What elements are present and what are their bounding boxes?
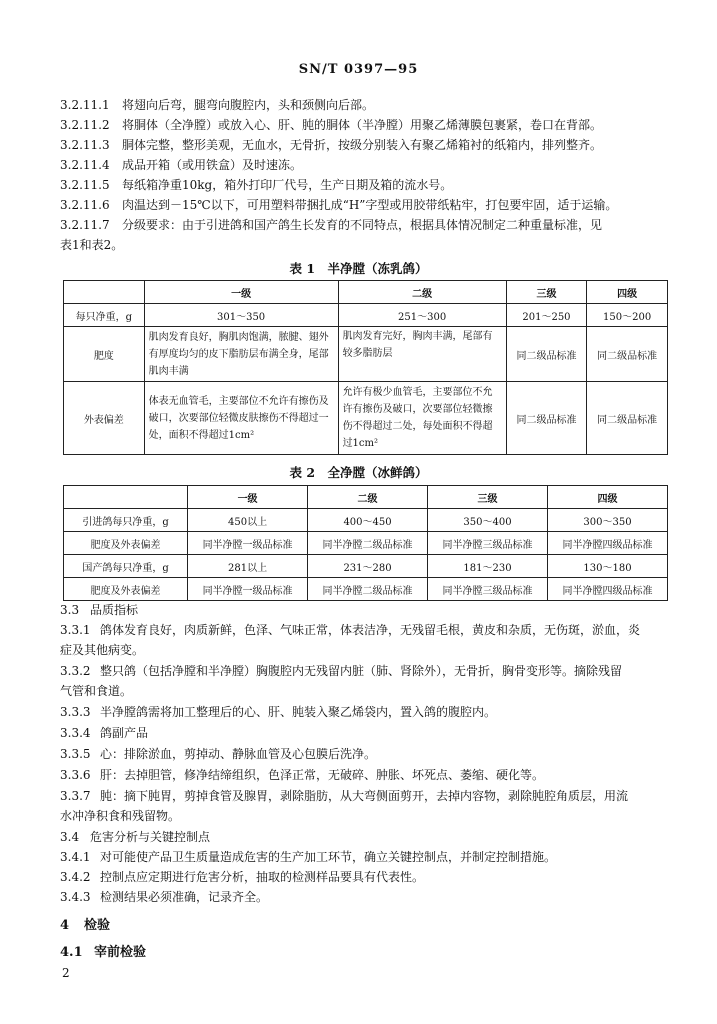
table-cell: 同半净膛三级品标准 bbox=[428, 532, 548, 555]
row-label: 肥度及外表偏差 bbox=[64, 578, 188, 601]
table-cell: 201～250 bbox=[506, 304, 587, 327]
table-cell: 350～400 bbox=[428, 509, 548, 532]
table-cell: 同半净膛三级品标准 bbox=[428, 578, 548, 601]
table-cell: 允许有极少血管毛，主要部位不允许有擦伤及破口，次要部位轻微擦伤不得超过二处，每处面积不得超过1cm² bbox=[338, 382, 506, 455]
clause-3-2-11-5: 3.2.11.5 每纸箱净重10kg，箱外打印厂代号，生产日期及箱的流水号。 bbox=[60, 178, 453, 192]
table2-caption: 表 2 全净膛（冰鲜鸽） bbox=[289, 465, 428, 480]
clause-3-4-1: 3.4.1 对可能使产品卫生质量造成危害的生产加工环节，确立关键控制点，并制定控制措施。 bbox=[60, 850, 557, 864]
clause-3-2-11-7-cont: 表1和表2。 bbox=[60, 238, 124, 252]
table-row bbox=[64, 304, 668, 327]
table-cell: 同半净膛四级品标准 bbox=[547, 532, 667, 555]
table2-header: 二级 bbox=[308, 486, 428, 509]
clause-3-3-6: 3.3.6 肝：去掉胆管，修净结缔组织，色泽正常，无破碎、肿胀、坏死点、萎缩、硬化等。 bbox=[60, 768, 545, 782]
clause-3-4-3: 3.4.3 检测结果必须准确，记录齐全。 bbox=[60, 890, 269, 904]
clause-3-2-11-4: 3.2.11.4 成品开箱（或用铁盒）及时速冻。 bbox=[60, 158, 303, 172]
table2-header: 四级 bbox=[547, 486, 667, 509]
table-cell: 同半净膛四级品标准 bbox=[547, 578, 667, 601]
table-cell: 同二级品标准 bbox=[506, 327, 587, 382]
clause-3-3-3: 3.3.3 半净膛鸽需将加工整理后的心、肝、肫装入聚乙烯袋内，置入鸽的腹腔内。 bbox=[60, 705, 497, 719]
table1-corner bbox=[64, 281, 145, 304]
table-row bbox=[64, 327, 668, 382]
table1-header: 二级 bbox=[338, 281, 506, 304]
section-3-3: 3.3 品质指标 bbox=[60, 603, 139, 617]
table-cell: 450以上 bbox=[188, 509, 308, 532]
table-row bbox=[64, 509, 668, 532]
clause-3-3-2: 3.3.2 整只鸽（包括净膛和半净膛）胸腹腔内无残留内脏（肺、肾除外），无骨折，胸骨变形等。摘除残留 bbox=[60, 664, 623, 678]
table1-header: 四级 bbox=[587, 281, 668, 304]
row-label: 引进鸽每只净重，g bbox=[64, 509, 188, 532]
table1-caption: 表 1 半净膛（冻乳鸽） bbox=[289, 261, 428, 276]
table2-header-row bbox=[64, 486, 668, 509]
clause-3-2-11-7: 3.2.11.7 分级要求：由于引进鸽和国产鸽生长发育的不同特点，根据具体情况制定二种重量标准，见 bbox=[60, 218, 603, 232]
table-cell: 400～450 bbox=[308, 509, 428, 532]
table-cell: 同二级品标准 bbox=[506, 382, 587, 455]
table-cell: 同半净膛一级品标准 bbox=[188, 532, 308, 555]
clause-3-2-11-1: 3.2.11.1 将翅向后弯，腿弯向腹腔内，头和颈侧向后部。 bbox=[60, 98, 375, 112]
clause-3-3-1: 3.3.1 鸽体发育良好，肉质新鲜，色泽、气味正常，体表洁净，无残留毛根，黄皮和杂质，无伤斑，淤血，炎 bbox=[60, 623, 641, 637]
table-cell: 同半净膛二级品标准 bbox=[308, 578, 428, 601]
clause-3-2-11-6: 3.2.11.6 肉温达到－15℃以下，可用塑料带捆扎成“H”字型或用胶带纸粘牢，打包要牢固，适于运输。 bbox=[60, 198, 618, 212]
table-cell: 300～350 bbox=[547, 509, 667, 532]
table-cell: 肌肉发育良好，胸肌肉饱满，脓腱、翅外有厚度均匀的皮下脂肪层布满全身，尾部肌肉丰满 bbox=[144, 327, 338, 382]
table-cell: 301～350 bbox=[144, 304, 338, 327]
table-cell: 251～300 bbox=[338, 304, 506, 327]
table1-header-row bbox=[64, 281, 668, 304]
table-cell: 同半净膛一级品标准 bbox=[188, 578, 308, 601]
table-cell: 肌肉发育完好，胸肉丰满，尾部有较多脂肪层 bbox=[338, 327, 506, 382]
clause-3-3-4: 3.3.4 鸽副产品 bbox=[60, 726, 149, 740]
row-label: 肥度及外表偏差 bbox=[64, 532, 188, 555]
clause-3-2-11-2: 3.2.11.2 将胴体（全净膛）或放入心、肝、肫的胴体（半净膛）用聚乙烯薄膜包裹紧，卷口在背部。 bbox=[60, 118, 603, 132]
table-cell: 281以上 bbox=[188, 555, 308, 578]
table2 bbox=[63, 485, 668, 601]
table-cell: 体表无血管毛，主要部位不允许有擦伤及破口，次要部位轻微皮肤擦伤不得超过一处，面积不得超过1cm² bbox=[144, 382, 338, 455]
page-number: 2 bbox=[62, 966, 70, 980]
table1-header: 三级 bbox=[506, 281, 587, 304]
table-row bbox=[64, 532, 668, 555]
row-label: 国产鸽每只净重，g bbox=[64, 555, 188, 578]
table-cell: 同半净膛二级品标准 bbox=[308, 532, 428, 555]
table1-header: 一级 bbox=[144, 281, 338, 304]
table-cell: 同二级品标准 bbox=[587, 382, 668, 455]
section-3-4: 3.4 危害分析与关键控制点 bbox=[60, 830, 211, 844]
table2-header: 三级 bbox=[428, 486, 548, 509]
clause-3-3-5: 3.3.5 心：排除淤血，剪掉动、静脉血管及心包膜后洗净。 bbox=[60, 747, 377, 761]
table2-corner bbox=[64, 486, 188, 509]
table-row bbox=[64, 555, 668, 578]
clause-3-3-7: 3.3.7 肫：摘下肫胃，剪掉食管及腺胃，剥除脂肪，从大弯侧面剪开，去掉内容物，剥除肫腔角质层，用流 bbox=[60, 789, 629, 803]
section-4: 4 检验 bbox=[60, 918, 111, 933]
standard-header: SN/T 0397—95 bbox=[298, 62, 419, 77]
row-label: 肥度 bbox=[64, 327, 145, 382]
row-label: 每只净重，g bbox=[64, 304, 145, 327]
table-cell: 231～280 bbox=[308, 555, 428, 578]
clause-3-4-2: 3.4.2 控制点应定期进行危害分析，抽取的检测样品要具有代表性。 bbox=[60, 870, 425, 884]
table-cell: 150～200 bbox=[587, 304, 668, 327]
table-cell: 130～180 bbox=[547, 555, 667, 578]
clause-3-3-1-cont: 症及其他病变。 bbox=[60, 643, 145, 657]
table-cell: 同二级品标准 bbox=[587, 327, 668, 382]
table2-header: 一级 bbox=[188, 486, 308, 509]
section-4-1: 4.1 宰前检验 bbox=[60, 945, 147, 960]
table-cell: 181～230 bbox=[428, 555, 548, 578]
table-row bbox=[64, 578, 668, 601]
table1 bbox=[63, 280, 668, 455]
row-label: 外表偏差 bbox=[64, 382, 145, 455]
clause-3-3-2-cont: 气管和食道。 bbox=[60, 684, 133, 698]
table-row bbox=[64, 382, 668, 455]
clause-3-2-11-3: 3.2.11.3 胴体完整，整形美观，无血水，无骨折，按级分别装入有聚乙烯箱衬的纸箱内，排列整齐。 bbox=[60, 138, 603, 152]
clause-3-3-7-cont: 水冲净积食和残留物。 bbox=[60, 809, 181, 823]
